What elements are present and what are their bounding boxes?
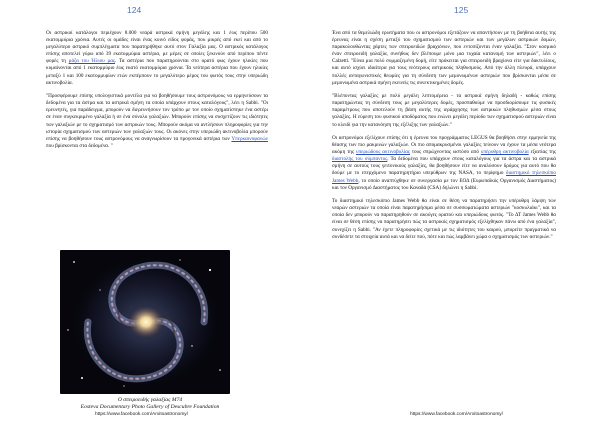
text-run: . Τα αστέρια που παρατηρούνται στο ορατό φως έχουν ηλικίες που κυμαίνονται από 1 εκατομμύριο έως εκατό εκατομμύρια χρόνια. Τα νεότερα αστέρια που έχουν ηλικίες μεταξύ 1 και 100 εκατομμυρίων ετών εκπέμπουν το μεγαλύτερο μέρος του φωτός τους στην υπεριώδη ακτινοβολία. (46, 58, 268, 86)
page-number: 124 (127, 5, 142, 15)
universe-expansion-link[interactable]: διαστολής του σύμπαντος (332, 156, 388, 163)
text-run: Οι αστρικοί κατάλογοι περιέχουν 8.000 νεαρά αστρικά σμήνη μεγάλης και 1 έως περίπου 500 εκατομμύρια χρόνια. Αυτές οι ομάδες είναι ένας κοινό είδος φοράς, που μικρές από εκεί και από το μεγαλύτερο αστρικό συμπλέγματα που παρατηρήθηκε αυτό στον Γαλαξία μας. Ο αστρικός κατάλογος επίσης αποτελεί γύρω από 39 εκατομμύρια αστέρια, με μέρες σε οποίες ξεκινούν από περίπου πέντε φορές τη (46, 30, 268, 65)
article-text-right (332, 30, 556, 247)
text-run: Οι αστρονόμοι εξελίχουν επίσης ότι η έρευνα του προγράμματος LEGUS θα βοηθήσει στην ερμηνεία της θέασης των πιο μακρινών γαλαξιών. Οι πιο απομακρυσμένοι γαλαξίες τείνουν να έχουν τα μέσα νεότερα ακόμη της (332, 135, 556, 156)
footer-url[interactable]: https://www.facebook.com/Arxitoastronomy/ (410, 412, 504, 417)
paragraph: Το διαστημικό τηλεσκόπιο James Webb θα είναι σε θέση να παρατηρήσει την υπέρυθρη λάμψη των νεαρών αστεριών τα οποία είναι παρατηρήσιμα μέσα σε συσσωματώματα αστεριών "κοσκυλιάκι", και τα οποία δεν μπορούν να παρατηρηθούν σε ακούγες ορατού και υπεριώδους φωτός. "Το ΔΤ James Webb θα είναι σε θέση επίσης να παρατηρήσει πώς τα αστρικός σχηματισμός εξελίχθηκαν πάνω από ένα γαλαξία", συνεχίζει η Sabbi. "Αν έχετε πληροφορίες σχετικά με τις ιδιότητες του καιρού, μπορείτε πραγματικά να συνδέσετε τα στοιχεία αυτά και να δείτε πού, πότε και πώς λαμβάνει χώρα ο σχηματισμός των αστεριών." (332, 198, 556, 240)
text-run: "Προσφέρουμε επίσης υπολογιστικά μοντέλα για να βοηθήσουμε τους αστρονόμους να ερμηνεύσουν τα δεδομένα για τα άστρα και τα αστρικά σμήνη τα οποία υπάρχουν στους καταλόγους", λέει η Sabbi. "Οι ερευνητές, για παράδειγμα, μπορούν να διερευνήσουν τον τρόπο με τον οποίο σχηματίστηκε ένα αστέρι σε έναν συγκεκριμένο γαλαξία ή σε ένα σύνολο γαλαξιών. Μπορούν επίσης να συσχετίζουν τις ιδιότητες των γαλαξιών με το σχηματισμό των αστρικών τους. Μπορούν ακόμα να αντλήσουν πληροφορίες για την ιστορία σχηματισμού των αστεριών των γαλαξιών τους. Οι ακόνες στην υπεριώδη ακτινοβολία μπορούν επίσης να βοηθήσουν τους αστρονόμους να αναγνωρίσουν τα προγονικά αστέρια των (46, 93, 268, 142)
paragraph: Ένα από τα θεμελιώδη ερωτήματα που οι αστρονόμοι εξετάζουν να απαντήσουν με τη βοήθεια αυτής της έρευνας είναι η σχέση μεταξύ του σχηματισμού των αστεριών και των μεγάλων αστρικών δομών, παρακολουθώντας χάρτες των σπειροειδών βραχιόνων, που εντοπίζονται έναν γαλαξία. "Στον κοσμικό έναν σπειροειδή γαλαξία, συνήθως δεν βλέπουμε μόνο μια τυχαία κατανομή των αστεριών", λέει ο Calzetti. "Είναι μια πολύ συμμαζεμένη δομή, είτε πρόκειται για σπειροειδή βραχίονα είτε για δακτυλίους, και αυτό ισχύει ιδιαίτερα για τους νεότερους αστρικούς πληθυσμούς. Από την άλλη πλευρά, υπάρχουν πολλές ανταγωνιστικές θεωρίες για τη σύνδεση των μεμονωμένων αστεριών που βρίσκονται μέσα σε μεμονωμένα αστρικά σμήνη εκεινείς τις συνεκτικημένες δομές. (332, 30, 556, 86)
paragraph (46, 93, 268, 150)
infrared-link[interactable]: υπέρυθρη ακτινοβολία (480, 149, 529, 156)
spiral-galaxy-illustration (60, 250, 230, 394)
james-webb-link[interactable]: διαστημικό τηλεσκόπιο James Webb (332, 170, 556, 184)
text-run: εξαιτίας της (528, 149, 557, 156)
caption-title: Ο σπειροειδής γαλαξίας Μ74 (117, 397, 183, 403)
text-run: που βρίσκονται στα δεδομένα. " (46, 142, 113, 149)
article-text-left (46, 30, 268, 156)
right-page (300, 0, 600, 424)
paragraph (332, 135, 556, 192)
supernova-link[interactable]: Υπερκαινοφανών (231, 135, 268, 142)
paragraph: "Βλέποντας γαλαξίες με πολύ μεγάλη λεπτομέρεια - τα αστρικά σμήνη δηλαδή - καθώς επίσης παρατηρώντας τη σύνδεση τους με μεγαλύτερες δομές, προσπαθούμε να προσδιορίσουμε τις φυσικές παραμέτρους που αποτελούν τη βάση αυτής της ιεράρχησης των αστρικών πληθυσμών μέσα στους γαλαξίες. Η εύρεση του φυσικού αποδόματος που ενώνει μεγάλη περίοδο των σχηματισμού αστεριών είναι το κλειδί για την κατανόηση της εξέλιξης των γαλαξιών." (332, 93, 556, 128)
figure-caption (40, 397, 260, 411)
galaxy-m74-image (60, 250, 230, 394)
page-number: 125 (454, 5, 469, 15)
text-run: , το οποίο αναπτύχθηκε σε συνεργασία με τον ΕΟΔ (Ευρωπαϊκός Οργανισμός Διαστήματος) και τον Οργανισμό Διαστήματος του Καναδά (CSA) δηλώνει η Sabbi. (332, 177, 556, 191)
caption-credit: Eosteva Documentary Photo Gallery of Descubre Foundation (80, 403, 220, 410)
ultraviolet-link[interactable]: υπεριώδους ακτινοβολίας (355, 149, 410, 156)
text-run: . Τα δεδομένα που υπάρχουν στους καταλόγους για τα άστρα και τα αστρικά σμήνη σε αυτούς τους γειτονικούς γαλαξίες, θα βοηθήσουν είτε να αναλύσουν δρόμος για αυτό που θα δούμε με το επερχόμενο παρατηρητήριο υπερύθρων της NASA, το περίφημο (332, 156, 556, 177)
sun-mass-link[interactable]: μάζα του Ήλιου μας (68, 58, 116, 65)
text-run: τους σπρώχνοντας ωστόσο από (409, 149, 481, 156)
paragraph (46, 30, 268, 87)
footer-url[interactable]: https://www.facebook.com/Arxitoastronomy/ (95, 412, 189, 417)
